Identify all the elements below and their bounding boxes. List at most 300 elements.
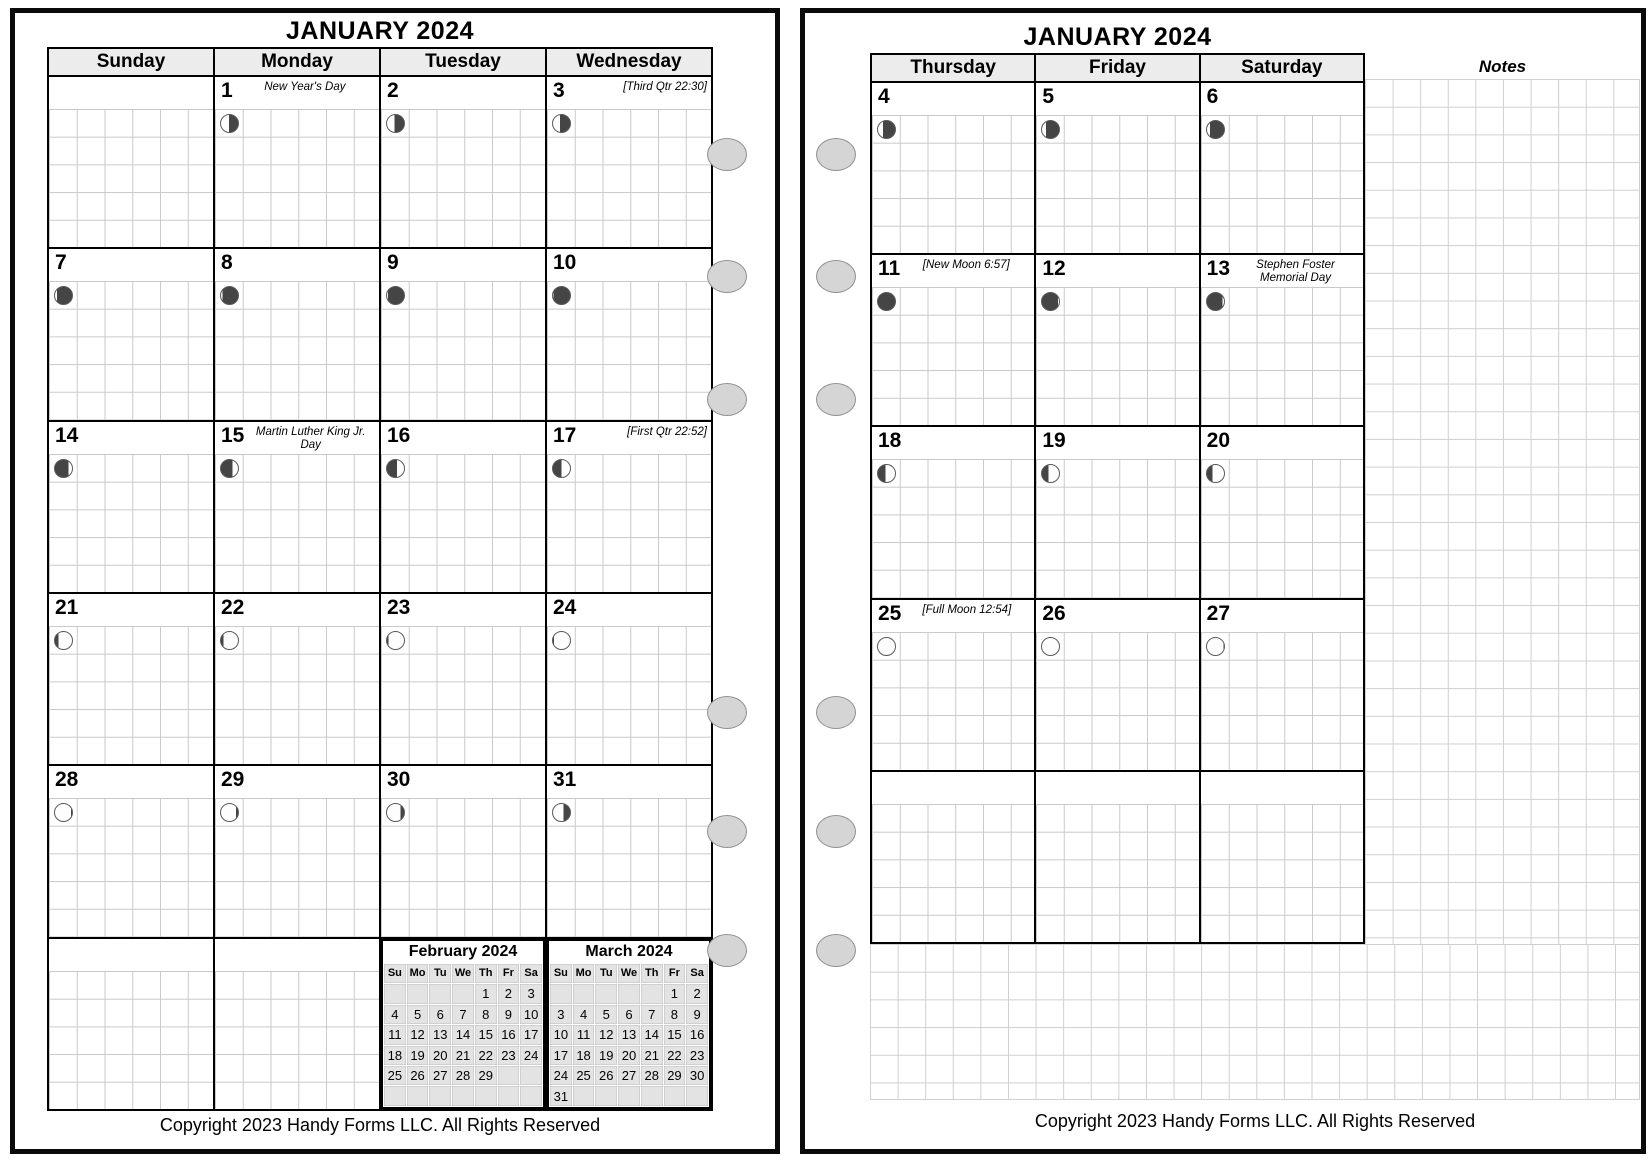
empty-day-cell bbox=[872, 772, 1036, 942]
mini-calendar-day bbox=[407, 984, 429, 1003]
day-number-band bbox=[1201, 427, 1363, 459]
day-number-band bbox=[872, 600, 1034, 632]
mini-calendar-day bbox=[429, 984, 451, 1003]
day-cell-28 bbox=[49, 766, 215, 936]
mini-calendar-day: 19 bbox=[407, 1046, 429, 1065]
day-cell-18 bbox=[872, 427, 1036, 597]
mini-calendar-day: 18 bbox=[573, 1046, 595, 1065]
day-header-row bbox=[872, 55, 1363, 83]
day-number: 25 bbox=[878, 601, 902, 625]
mini-calendar-day: 18 bbox=[384, 1046, 406, 1065]
calendar-table-left bbox=[47, 47, 713, 1111]
day-number: 5 bbox=[1042, 85, 1055, 108]
day-number: 14 bbox=[55, 423, 79, 447]
day-number-band bbox=[215, 939, 379, 971]
day-number: 8 bbox=[221, 251, 233, 275]
mini-calendar-day bbox=[618, 984, 640, 1003]
writing-grid bbox=[547, 626, 711, 764]
binder-hole bbox=[816, 260, 856, 293]
week-row bbox=[872, 772, 1363, 942]
day-cell-1 bbox=[215, 77, 381, 247]
mini-calendar-day: 11 bbox=[384, 1025, 406, 1044]
mini-calendar-grid bbox=[549, 964, 709, 1107]
mini-calendar-day: 21 bbox=[452, 1046, 474, 1065]
mini-calendar-day: 23 bbox=[686, 1046, 708, 1065]
day-cell-14 bbox=[49, 422, 215, 592]
binder-hole bbox=[707, 934, 747, 967]
holiday-label: [First Qtr 22:52] bbox=[627, 425, 707, 438]
day-number bbox=[1036, 772, 1042, 804]
mini-calendar-day: 3 bbox=[550, 1005, 572, 1024]
day-number: 23 bbox=[387, 595, 411, 619]
mini-calendar-day-header: Mo bbox=[573, 964, 595, 983]
day-number-band bbox=[1201, 772, 1363, 804]
week-row bbox=[872, 427, 1363, 599]
writing-grid bbox=[215, 109, 379, 247]
mini-calendar-grid bbox=[383, 964, 543, 1107]
mini-calendar-day: 24 bbox=[520, 1046, 542, 1065]
writing-grid bbox=[547, 281, 711, 419]
mini-calendar-day: 4 bbox=[573, 1005, 595, 1024]
moon-phase-icon bbox=[386, 114, 405, 133]
writing-grid bbox=[1201, 804, 1363, 942]
mini-calendar-day: 25 bbox=[384, 1066, 406, 1085]
holiday-label: [Third Qtr 22:30] bbox=[623, 81, 707, 93]
mini-calendar-day bbox=[384, 1086, 406, 1105]
mini-calendar-day bbox=[550, 984, 572, 1003]
writing-grid bbox=[49, 281, 213, 419]
day-number-band bbox=[1036, 600, 1198, 632]
day-cell-7 bbox=[49, 249, 215, 419]
mini-calendar-day: 14 bbox=[452, 1025, 474, 1044]
mini-calendar-day: 17 bbox=[520, 1025, 542, 1044]
mini-calendar-day bbox=[520, 1086, 542, 1105]
day-number-band bbox=[381, 249, 545, 281]
empty-day-cell bbox=[1201, 772, 1363, 942]
mini-calendar-day bbox=[452, 984, 474, 1003]
mini-calendar-day bbox=[595, 1086, 617, 1105]
day-number: 10 bbox=[553, 251, 577, 275]
mini-calendar-day-header: Su bbox=[384, 964, 406, 983]
moon-phase-icon bbox=[1206, 464, 1225, 483]
moon-phase-icon bbox=[386, 459, 405, 478]
day-cell-25 bbox=[872, 600, 1036, 770]
binder-hole bbox=[816, 138, 856, 171]
mini-calendar-day bbox=[429, 1086, 451, 1105]
moon-phase-icon bbox=[1206, 292, 1225, 311]
day-number-band bbox=[49, 77, 213, 109]
mini-calendar-day: 30 bbox=[686, 1066, 708, 1085]
writing-grid bbox=[1201, 287, 1363, 425]
moon-phase-icon bbox=[54, 631, 73, 650]
week-row bbox=[49, 77, 711, 249]
writing-grid bbox=[215, 454, 379, 592]
mini-calendar-day bbox=[641, 984, 663, 1003]
mini-calendar-day bbox=[573, 984, 595, 1003]
mini-calendar-day: 20 bbox=[429, 1046, 451, 1065]
day-number-band bbox=[872, 427, 1034, 459]
writing-grid bbox=[49, 971, 213, 1109]
day-number-band bbox=[872, 83, 1034, 115]
mini-calendar-day bbox=[618, 1086, 640, 1105]
day-number-band bbox=[547, 77, 711, 109]
holiday-label: Martin Luther King Jr. Day bbox=[255, 425, 366, 451]
day-cell-8 bbox=[215, 249, 381, 419]
day-header-row bbox=[49, 49, 711, 77]
mini-calendar-day: 27 bbox=[618, 1066, 640, 1085]
day-cell-3 bbox=[547, 77, 711, 247]
day-number-band bbox=[1201, 83, 1363, 115]
day-cell-26 bbox=[1036, 600, 1200, 770]
writing-grid bbox=[215, 281, 379, 419]
moon-phase-icon bbox=[386, 631, 405, 650]
day-number-band bbox=[872, 772, 1034, 804]
mini-calendar-day bbox=[573, 1086, 595, 1105]
writing-grid bbox=[547, 798, 711, 936]
mini-calendar-day: 7 bbox=[452, 1005, 474, 1024]
day-number bbox=[1201, 772, 1207, 804]
day-cell-23 bbox=[381, 594, 547, 764]
mini-calendar-day: 29 bbox=[475, 1066, 497, 1085]
mini-calendar-day: 6 bbox=[618, 1005, 640, 1024]
moon-phase-icon bbox=[220, 114, 239, 133]
empty-day-cell bbox=[49, 77, 215, 247]
day-number bbox=[215, 939, 221, 971]
right-page-title: JANUARY 2024 bbox=[1023, 23, 1212, 51]
day-number-band bbox=[381, 422, 545, 454]
binder-hole bbox=[707, 696, 747, 729]
week-row bbox=[872, 255, 1363, 427]
mini-calendar-day bbox=[686, 1086, 708, 1105]
day-number: 21 bbox=[55, 595, 79, 619]
day-number-band bbox=[381, 766, 545, 798]
day-number bbox=[872, 772, 878, 804]
mini-calendar-day: 9 bbox=[686, 1005, 708, 1024]
day-number: 15 bbox=[221, 423, 245, 447]
day-number-band bbox=[49, 422, 213, 454]
mini-calendar-day-header: Th bbox=[641, 964, 663, 983]
holiday-label: [Full Moon 12:54] bbox=[922, 603, 1012, 616]
day-number-band bbox=[547, 594, 711, 626]
mini-calendar-day: 26 bbox=[407, 1066, 429, 1085]
mini-calendar-march-2024 bbox=[547, 939, 711, 1109]
binder-hole bbox=[816, 815, 856, 848]
writing-grid bbox=[547, 454, 711, 592]
day-number: 12 bbox=[1042, 257, 1066, 281]
mini-calendar-day: 15 bbox=[475, 1025, 497, 1044]
day-number-band bbox=[49, 594, 213, 626]
writing-grid bbox=[1201, 115, 1363, 253]
day-number: 31 bbox=[553, 768, 577, 792]
mini-calendar-day-header: Mo bbox=[407, 964, 429, 983]
moon-phase-icon bbox=[552, 459, 571, 478]
mini-calendar-day: 4 bbox=[384, 1005, 406, 1024]
mini-calendar-day: 31 bbox=[550, 1086, 572, 1105]
day-cell-20 bbox=[1201, 427, 1363, 597]
day-number-band bbox=[547, 249, 711, 281]
day-header-sunday: Sunday bbox=[49, 49, 215, 75]
mini-calendar-day: 25 bbox=[573, 1066, 595, 1085]
moon-phase-icon bbox=[552, 631, 571, 650]
mini-calendar-title: February 2024 bbox=[383, 941, 543, 964]
mini-calendar-day-header: Sa bbox=[686, 964, 708, 983]
day-cell-22 bbox=[215, 594, 381, 764]
writing-grid bbox=[1036, 459, 1198, 597]
writing-grid bbox=[49, 454, 213, 592]
mini-calendar-cell bbox=[381, 939, 547, 1109]
day-number-band bbox=[381, 594, 545, 626]
moon-phase-icon bbox=[54, 459, 73, 478]
day-number-band bbox=[49, 939, 213, 971]
writing-grid bbox=[1036, 115, 1198, 253]
mini-calendar-day: 1 bbox=[664, 984, 686, 1003]
day-number: 17 bbox=[553, 423, 577, 447]
calendar-table-right bbox=[870, 53, 1365, 944]
mini-calendar-day: 28 bbox=[452, 1066, 474, 1085]
day-number: 19 bbox=[1042, 429, 1066, 453]
day-number-band bbox=[872, 255, 1034, 287]
writing-grid bbox=[1036, 632, 1198, 770]
writing-grid bbox=[381, 798, 545, 936]
mini-calendar-february-2024 bbox=[381, 939, 545, 1109]
week-row bbox=[872, 83, 1363, 255]
mini-calendar-day bbox=[520, 1066, 542, 1085]
day-cell-31 bbox=[547, 766, 711, 936]
writing-grid bbox=[49, 798, 213, 936]
day-cell-30 bbox=[381, 766, 547, 936]
empty-day-cell bbox=[49, 939, 215, 1109]
mini-calendar-day bbox=[641, 1086, 663, 1105]
binder-hole bbox=[816, 934, 856, 967]
writing-grid bbox=[872, 115, 1034, 253]
writing-grid bbox=[215, 971, 379, 1109]
mini-calendar-day: 13 bbox=[429, 1025, 451, 1044]
day-number-band bbox=[49, 249, 213, 281]
week-row bbox=[49, 939, 711, 1109]
day-number-band bbox=[1036, 772, 1198, 804]
mini-calendar-day: 26 bbox=[595, 1066, 617, 1085]
day-cell-17 bbox=[547, 422, 711, 592]
day-cell-11 bbox=[872, 255, 1036, 425]
writing-grid bbox=[381, 626, 545, 764]
day-cell-5 bbox=[1036, 83, 1200, 253]
mini-calendar-day: 27 bbox=[429, 1066, 451, 1085]
right-page bbox=[800, 8, 1646, 1154]
day-cell-19 bbox=[1036, 427, 1200, 597]
mini-calendar-day: 2 bbox=[498, 984, 520, 1003]
day-number-band bbox=[547, 766, 711, 798]
writing-grid bbox=[872, 632, 1034, 770]
notes-grid-column bbox=[1365, 79, 1640, 945]
binder-hole bbox=[816, 383, 856, 416]
day-cell-13 bbox=[1201, 255, 1363, 425]
mini-calendar-day bbox=[407, 1086, 429, 1105]
mini-calendar-day-header: Fr bbox=[498, 964, 520, 983]
writing-grid bbox=[1036, 804, 1198, 942]
mini-calendar-day bbox=[475, 1086, 497, 1105]
day-cell-27 bbox=[1201, 600, 1363, 770]
binder-hole bbox=[707, 260, 747, 293]
writing-grid bbox=[381, 109, 545, 247]
mini-calendar-day: 10 bbox=[550, 1025, 572, 1044]
week-row bbox=[49, 422, 711, 594]
mini-calendar-day: 23 bbox=[498, 1046, 520, 1065]
mini-calendar-day: 5 bbox=[407, 1005, 429, 1024]
writing-grid bbox=[547, 109, 711, 247]
day-number: 7 bbox=[55, 251, 67, 275]
binder-hole bbox=[707, 815, 747, 848]
day-number-band bbox=[215, 77, 379, 109]
mini-calendar-day-header: Sa bbox=[520, 964, 542, 983]
writing-grid bbox=[215, 798, 379, 936]
day-cell-4 bbox=[872, 83, 1036, 253]
moon-phase-icon bbox=[877, 120, 896, 139]
binder-hole bbox=[707, 138, 747, 171]
day-number: 9 bbox=[387, 251, 399, 275]
holiday-label: [New Moon 6:57] bbox=[922, 259, 1010, 272]
mini-calendar-day: 19 bbox=[595, 1046, 617, 1065]
day-header-friday: Friday bbox=[1036, 55, 1200, 81]
day-number: 6 bbox=[1206, 85, 1219, 108]
mini-calendar-day-header: Tu bbox=[595, 964, 617, 983]
writing-grid bbox=[381, 281, 545, 419]
week-row bbox=[872, 600, 1363, 772]
day-cell-24 bbox=[547, 594, 711, 764]
mini-calendar-day: 12 bbox=[407, 1025, 429, 1044]
mini-calendar-day bbox=[664, 1086, 686, 1105]
mini-calendar-day-header: Fr bbox=[664, 964, 686, 983]
day-number-band bbox=[49, 766, 213, 798]
day-cell-12 bbox=[1036, 255, 1200, 425]
left-page-title: JANUARY 2024 bbox=[285, 17, 475, 45]
mini-calendar-day: 6 bbox=[429, 1005, 451, 1024]
day-number: 22 bbox=[221, 595, 245, 619]
mini-calendar-day: 10 bbox=[520, 1005, 542, 1024]
day-number: 29 bbox=[221, 768, 245, 792]
holiday-label: Stephen Foster Memorial Day bbox=[1256, 259, 1335, 285]
mini-calendar-title: March 2024 bbox=[549, 941, 709, 964]
day-cell-6 bbox=[1201, 83, 1363, 253]
mini-calendar-day: 7 bbox=[641, 1005, 663, 1024]
left-page bbox=[10, 8, 780, 1154]
mini-calendar-day-header: We bbox=[452, 964, 474, 983]
mini-calendar-day bbox=[452, 1086, 474, 1105]
mini-calendar-day: 2 bbox=[686, 984, 708, 1003]
day-number: 28 bbox=[55, 768, 79, 792]
day-number: 24 bbox=[553, 595, 577, 619]
day-header-thursday: Thursday bbox=[872, 55, 1036, 81]
mini-calendar-day-header: Tu bbox=[429, 964, 451, 983]
mini-calendar-day: 8 bbox=[475, 1005, 497, 1024]
day-number-band bbox=[1201, 255, 1363, 287]
mini-calendar-day bbox=[498, 1066, 520, 1085]
day-number: 1 bbox=[221, 79, 233, 102]
mini-calendar-day: 22 bbox=[664, 1046, 686, 1065]
writing-grid bbox=[872, 459, 1034, 597]
week-row bbox=[49, 766, 711, 938]
day-header-tuesday: Tuesday bbox=[381, 49, 547, 75]
moon-phase-icon bbox=[220, 459, 239, 478]
mini-calendar-day: 15 bbox=[664, 1025, 686, 1044]
day-number-band bbox=[215, 422, 379, 454]
mini-calendar-day: 9 bbox=[498, 1005, 520, 1024]
mini-calendar-day: 5 bbox=[595, 1005, 617, 1024]
day-header-wednesday: Wednesday bbox=[576, 51, 682, 72]
binder-hole bbox=[816, 696, 856, 729]
day-cell-10 bbox=[547, 249, 711, 419]
mini-calendar-day: 13 bbox=[618, 1025, 640, 1044]
day-number-band bbox=[215, 766, 379, 798]
day-number-band bbox=[1201, 600, 1363, 632]
mini-calendar-day: 8 bbox=[664, 1005, 686, 1024]
writing-grid bbox=[1201, 459, 1363, 597]
mini-calendar-day-header: We bbox=[618, 964, 640, 983]
left-copyright: Copyright 2023 Handy Forms LLC. All Rights Reserved bbox=[159, 1115, 601, 1135]
right-copyright: Copyright 2023 Handy Forms LLC. All Rights Reserved bbox=[1034, 1111, 1476, 1131]
day-number-band bbox=[1036, 255, 1198, 287]
writing-grid bbox=[49, 109, 213, 247]
writing-grid bbox=[1036, 287, 1198, 425]
day-number: 13 bbox=[1206, 257, 1231, 281]
day-number-band bbox=[215, 249, 379, 281]
mini-calendar-day-header: Su bbox=[550, 964, 572, 983]
day-number-band bbox=[1036, 83, 1198, 115]
binder-hole bbox=[707, 383, 747, 416]
day-number: 3 bbox=[553, 79, 565, 102]
day-number bbox=[49, 939, 55, 971]
day-number: 30 bbox=[387, 768, 411, 792]
writing-grid bbox=[872, 287, 1034, 425]
writing-grid bbox=[1201, 632, 1363, 770]
week-row bbox=[49, 594, 711, 766]
mini-calendar-day: 20 bbox=[618, 1046, 640, 1065]
day-cell-9 bbox=[381, 249, 547, 419]
day-number: 18 bbox=[878, 429, 902, 453]
moon-phase-icon bbox=[877, 637, 896, 656]
mini-calendar-day: 1 bbox=[475, 984, 497, 1003]
writing-grid bbox=[215, 626, 379, 764]
mini-calendar-day: 3 bbox=[520, 984, 542, 1003]
mini-calendar-day: 24 bbox=[550, 1066, 572, 1085]
day-cell-15 bbox=[215, 422, 381, 592]
day-number: 27 bbox=[1206, 601, 1231, 625]
day-header-saturday: Saturday bbox=[1241, 57, 1323, 78]
mini-calendar-day bbox=[498, 1086, 520, 1105]
mini-calendar-day: 16 bbox=[498, 1025, 520, 1044]
mini-calendar-day: 14 bbox=[641, 1025, 663, 1044]
day-cell-29 bbox=[215, 766, 381, 936]
mini-calendar-day bbox=[595, 984, 617, 1003]
writing-grid bbox=[381, 454, 545, 592]
notes-heading: Notes bbox=[1478, 57, 1527, 76]
day-number-band bbox=[1036, 427, 1198, 459]
mini-calendar-day-header: Th bbox=[475, 964, 497, 983]
day-number-band bbox=[215, 594, 379, 626]
moon-phase-icon bbox=[1206, 120, 1225, 139]
moon-phase-icon bbox=[220, 631, 239, 650]
mini-calendar-cell bbox=[547, 939, 711, 1109]
day-number: 2 bbox=[387, 79, 399, 102]
mini-calendar-day bbox=[384, 984, 406, 1003]
day-number: 11 bbox=[878, 257, 901, 281]
moon-phase-icon bbox=[552, 114, 571, 133]
day-number: 4 bbox=[878, 85, 890, 108]
day-cell-21 bbox=[49, 594, 215, 764]
mini-calendar-day: 28 bbox=[641, 1066, 663, 1085]
week-row bbox=[49, 249, 711, 421]
empty-day-cell bbox=[215, 939, 381, 1109]
day-number: 16 bbox=[387, 423, 411, 447]
